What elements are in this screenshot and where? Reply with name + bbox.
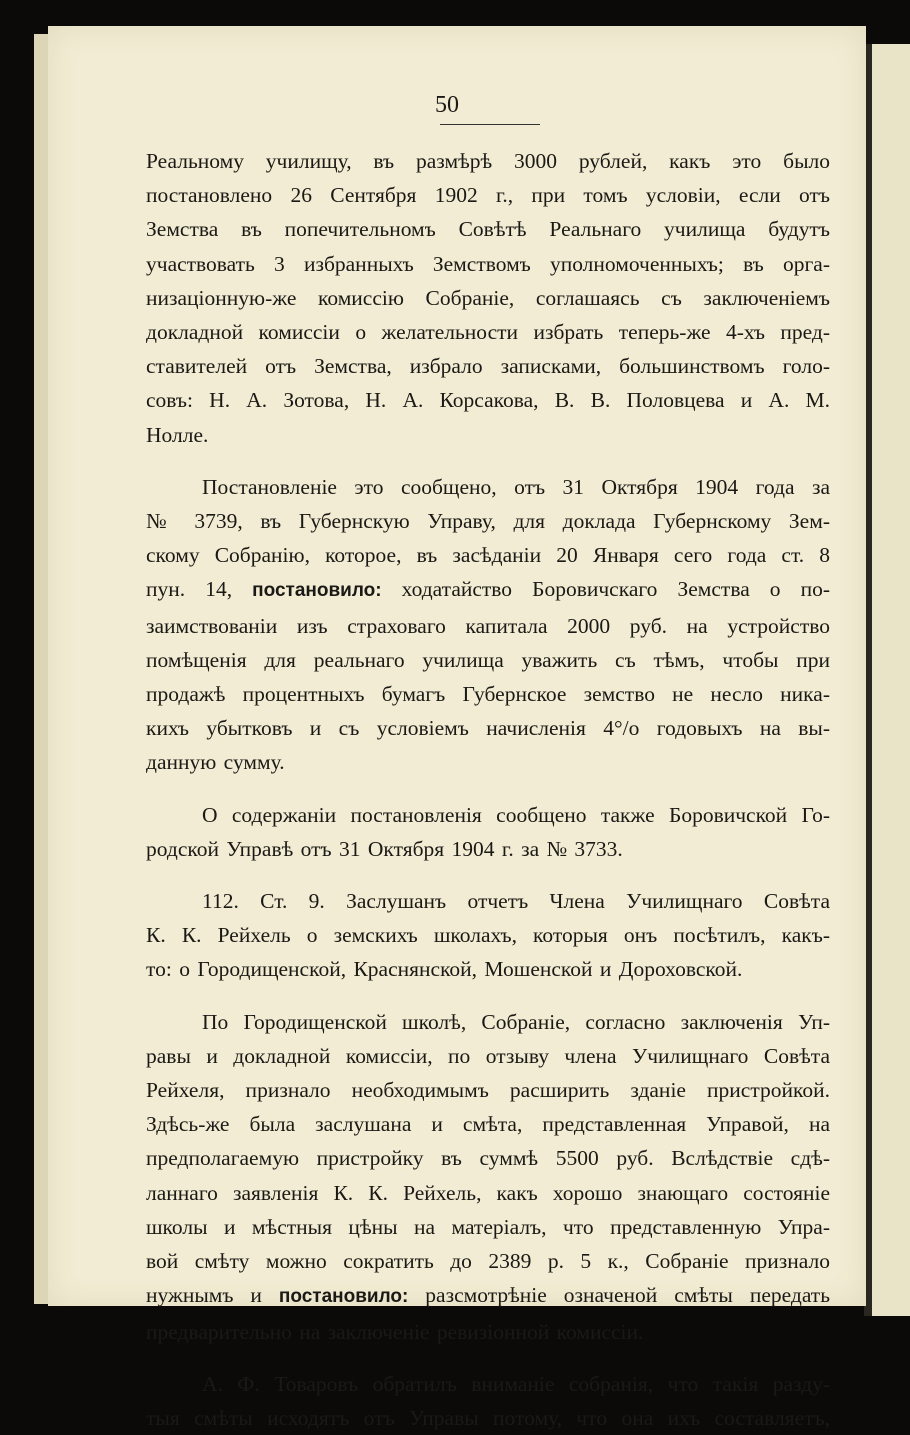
text-line: родской Управѣ отъ 31 Октября 1904 г. за № 3733. xyxy=(146,836,623,861)
text-line: № 3739, въ Губернскую Управу, для доклада Губернскому Зем- xyxy=(146,509,830,534)
text-line: школы и мѣстныя цѣны на матеріалъ, что представленную Упра- xyxy=(146,1214,830,1239)
text-line: то: о Городищенской, Краснянской, Мошенской и Дороховской. xyxy=(146,957,743,982)
text-line: докладной комиссіи о желательности избрать теперь-же 4-хъ пред- xyxy=(146,320,830,345)
text-line: По Городищенской школѣ, Собраніе, согласно заключенія Уп- xyxy=(202,1009,830,1034)
text-line: низаціонную-же комиссію Собраніе, соглашаясь съ заключеніемъ xyxy=(146,285,830,310)
text-line: Рейхеля, признало необходимымъ расширить зданіе пристройкой. xyxy=(146,1078,830,1103)
paragraph-4 xyxy=(146,884,830,987)
text-fragment: нужнымъ и xyxy=(146,1283,262,1308)
text-line: участвовать 3 избранныхъ Земствомъ уполномоченныхъ; въ орга- xyxy=(146,251,830,276)
text-line: Земства въ попечительномъ Совѣтѣ Реальнаго училища будутъ xyxy=(146,217,830,242)
bold-keyword: постановило: xyxy=(278,1286,409,1308)
text-fragment: разсмотрѣніе означеной смѣты передать xyxy=(425,1283,830,1308)
text-line: вой смѣту можно сократить до 2389 р. 5 к., Собраніе признало xyxy=(146,1249,830,1274)
paragraph-6 xyxy=(146,1367,830,1435)
text-line: 112. Ст. 9. Заслушанъ отчетъ Члена Училищнаго Совѣта xyxy=(202,889,830,914)
text-line: предполагаемую пристройку въ суммѣ 5500 руб. Вслѣдствіе сдѣ- xyxy=(146,1146,830,1171)
text-line: кихъ убытковъ и съ условіемъ начисленія 4°/о годовыхъ на вы- xyxy=(146,716,830,741)
text-line: ставителей отъ Земства, избрало записками, большинствомъ голо- xyxy=(146,354,830,379)
text-line: помѣщенія для реальнаго училища уважить съ тѣмъ, чтобы при xyxy=(146,647,830,672)
text-line: тыя смѣты исходятъ отъ Управы потому, что она ихъ составляетъ, xyxy=(146,1405,830,1430)
text-fragment: пун. 14, xyxy=(146,577,233,602)
text-line: К. К. Рейхель о земскихъ школахъ, которыя онъ посѣтилъ, какъ- xyxy=(146,923,830,948)
header-rule xyxy=(440,124,540,125)
paragraph-3 xyxy=(146,798,830,866)
page-text xyxy=(146,144,830,1435)
next-page-edge xyxy=(872,44,910,1316)
text-line: Постановленіе это сообщено, отъ 31 Октября 1904 года за xyxy=(202,474,830,499)
text-line: продажѣ процентныхъ бумагъ Губернское земство не несло ника- xyxy=(146,682,830,707)
text-line: Здѣсь-же была заслушана и смѣта, представленная Управой, на xyxy=(146,1112,830,1137)
text-line: данную сумму. xyxy=(146,750,285,775)
text-line: постановлено 26 Сентября 1902 г., при томъ условіи, если отъ xyxy=(146,183,830,208)
page-number: 50 xyxy=(435,92,459,118)
text-line: равы и докладной комиссіи, по отзыву члена Училищнаго Совѣта xyxy=(146,1043,830,1068)
text-line-with-bold xyxy=(146,572,830,608)
text-line-with-bold xyxy=(146,1278,830,1314)
text-fragment: ходатайство Боровичскаго Земства о по- xyxy=(401,577,830,602)
text-line: скому Собранію, которое, въ засѣданіи 20 Января сего года ст. 8 xyxy=(146,543,830,568)
paragraph-1 xyxy=(146,144,830,452)
text-line: предварительно на заключеніе ревизіонной комиссіи. xyxy=(146,1319,644,1344)
paragraph-2 xyxy=(146,470,830,780)
text-line: ланнаго заявленія К. К. Рейхель, какъ хорошо знающаго состояніе xyxy=(146,1180,830,1205)
text-line: Нолле. xyxy=(146,422,209,447)
bold-keyword: постановило: xyxy=(252,580,382,602)
paragraph-5 xyxy=(146,1005,830,1349)
text-line: Реальному училищу, въ размѣрѣ 3000 рублей, какъ это было xyxy=(146,149,830,173)
text-line: О содержаніи постановленія сообщено также Боровичской Го- xyxy=(202,802,830,827)
text-line: заимствованіи изъ страховаго капитала 2000 руб. на устройство xyxy=(146,613,830,638)
text-line: А. Ф. Товаровъ обратилъ вниманіе собранія, что такія разду- xyxy=(202,1371,830,1396)
text-line: совъ: Н. А. Зотова, Н. А. Корсакова, В. В. Половцева и А. М. xyxy=(146,388,830,413)
